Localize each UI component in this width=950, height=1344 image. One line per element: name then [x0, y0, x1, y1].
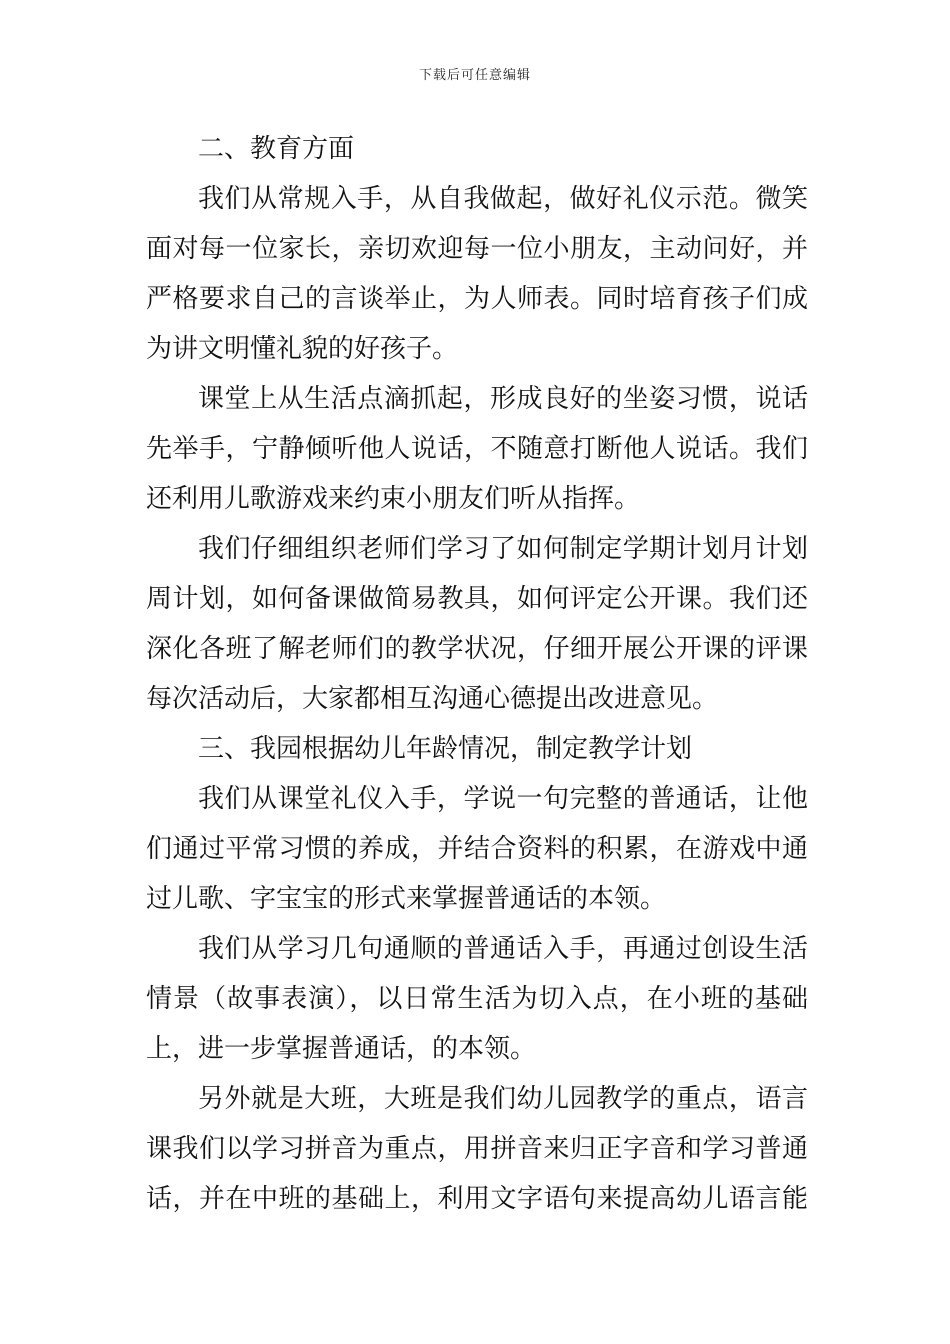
- text-line: 上，进一步掌握普通话，的本领。: [146, 1034, 537, 1064]
- text-line: 课我们以学习拼音为重点，用拼音来归正字音和学习普通: [146, 1134, 808, 1164]
- text-line: 三、我园根据幼儿年龄情况，制定教学计划: [198, 734, 693, 764]
- text-line: 话，并在中班的基础上，利用文字语句来提高幼儿语言能: [146, 1184, 808, 1214]
- document-body: [146, 124, 808, 1224]
- text-line: 我们从常规入手，从自我做起，做好礼仪示范。微笑: [198, 184, 808, 214]
- text-line: 为讲文明懂礼貌的好孩子。: [146, 334, 459, 364]
- text-line: 每次活动后，大家都相互沟通心德提出改进意见。: [146, 684, 719, 714]
- text-line: 还利用儿歌游戏来约束小朋友们听从指挥。: [146, 484, 641, 514]
- text-line: 我们仔细组织老师们学习了如何制定学期计划月计划: [198, 534, 808, 564]
- text-line: 严格要求自己的言谈举止，为人师表。同时培育孩子们成: [146, 284, 808, 314]
- text-line: 深化各班了解老师们的教学状况，仔细开展公开课的评课: [146, 634, 808, 664]
- text-line: 过儿歌、字宝宝的形式来掌握普通话的本领。: [146, 884, 667, 914]
- text-line: 面对每一位家长，亲切欢迎每一位小朋友，主动问好，并: [146, 234, 808, 264]
- text-line: 另外就是大班，大班是我们幼儿园教学的重点，语言: [198, 1084, 808, 1114]
- text-line: 先举手，宁静倾听他人说话，不随意打断他人说话。我们: [146, 434, 808, 464]
- text-line: 们通过平常习惯的养成，并结合资料的积累，在游戏中通: [146, 834, 808, 864]
- text-line: 我们从课堂礼仪入手，学说一句完整的普通话，让他: [198, 784, 808, 814]
- text-line: 我们从学习几句通顺的普通话入手，再通过创设生活: [198, 934, 808, 964]
- text-line: 课堂上从生活点滴抓起，形成良好的坐姿习惯，说话: [198, 384, 808, 414]
- text-line: 情景（故事表演），以日常生活为切入点，在小班的基础: [146, 984, 808, 1014]
- text-line: 二、教育方面: [198, 134, 355, 164]
- page-header: 下载后可任意编辑: [418, 68, 531, 83]
- text-line: 周计划，如何备课做简易教具，如何评定公开课。我们还: [146, 584, 808, 614]
